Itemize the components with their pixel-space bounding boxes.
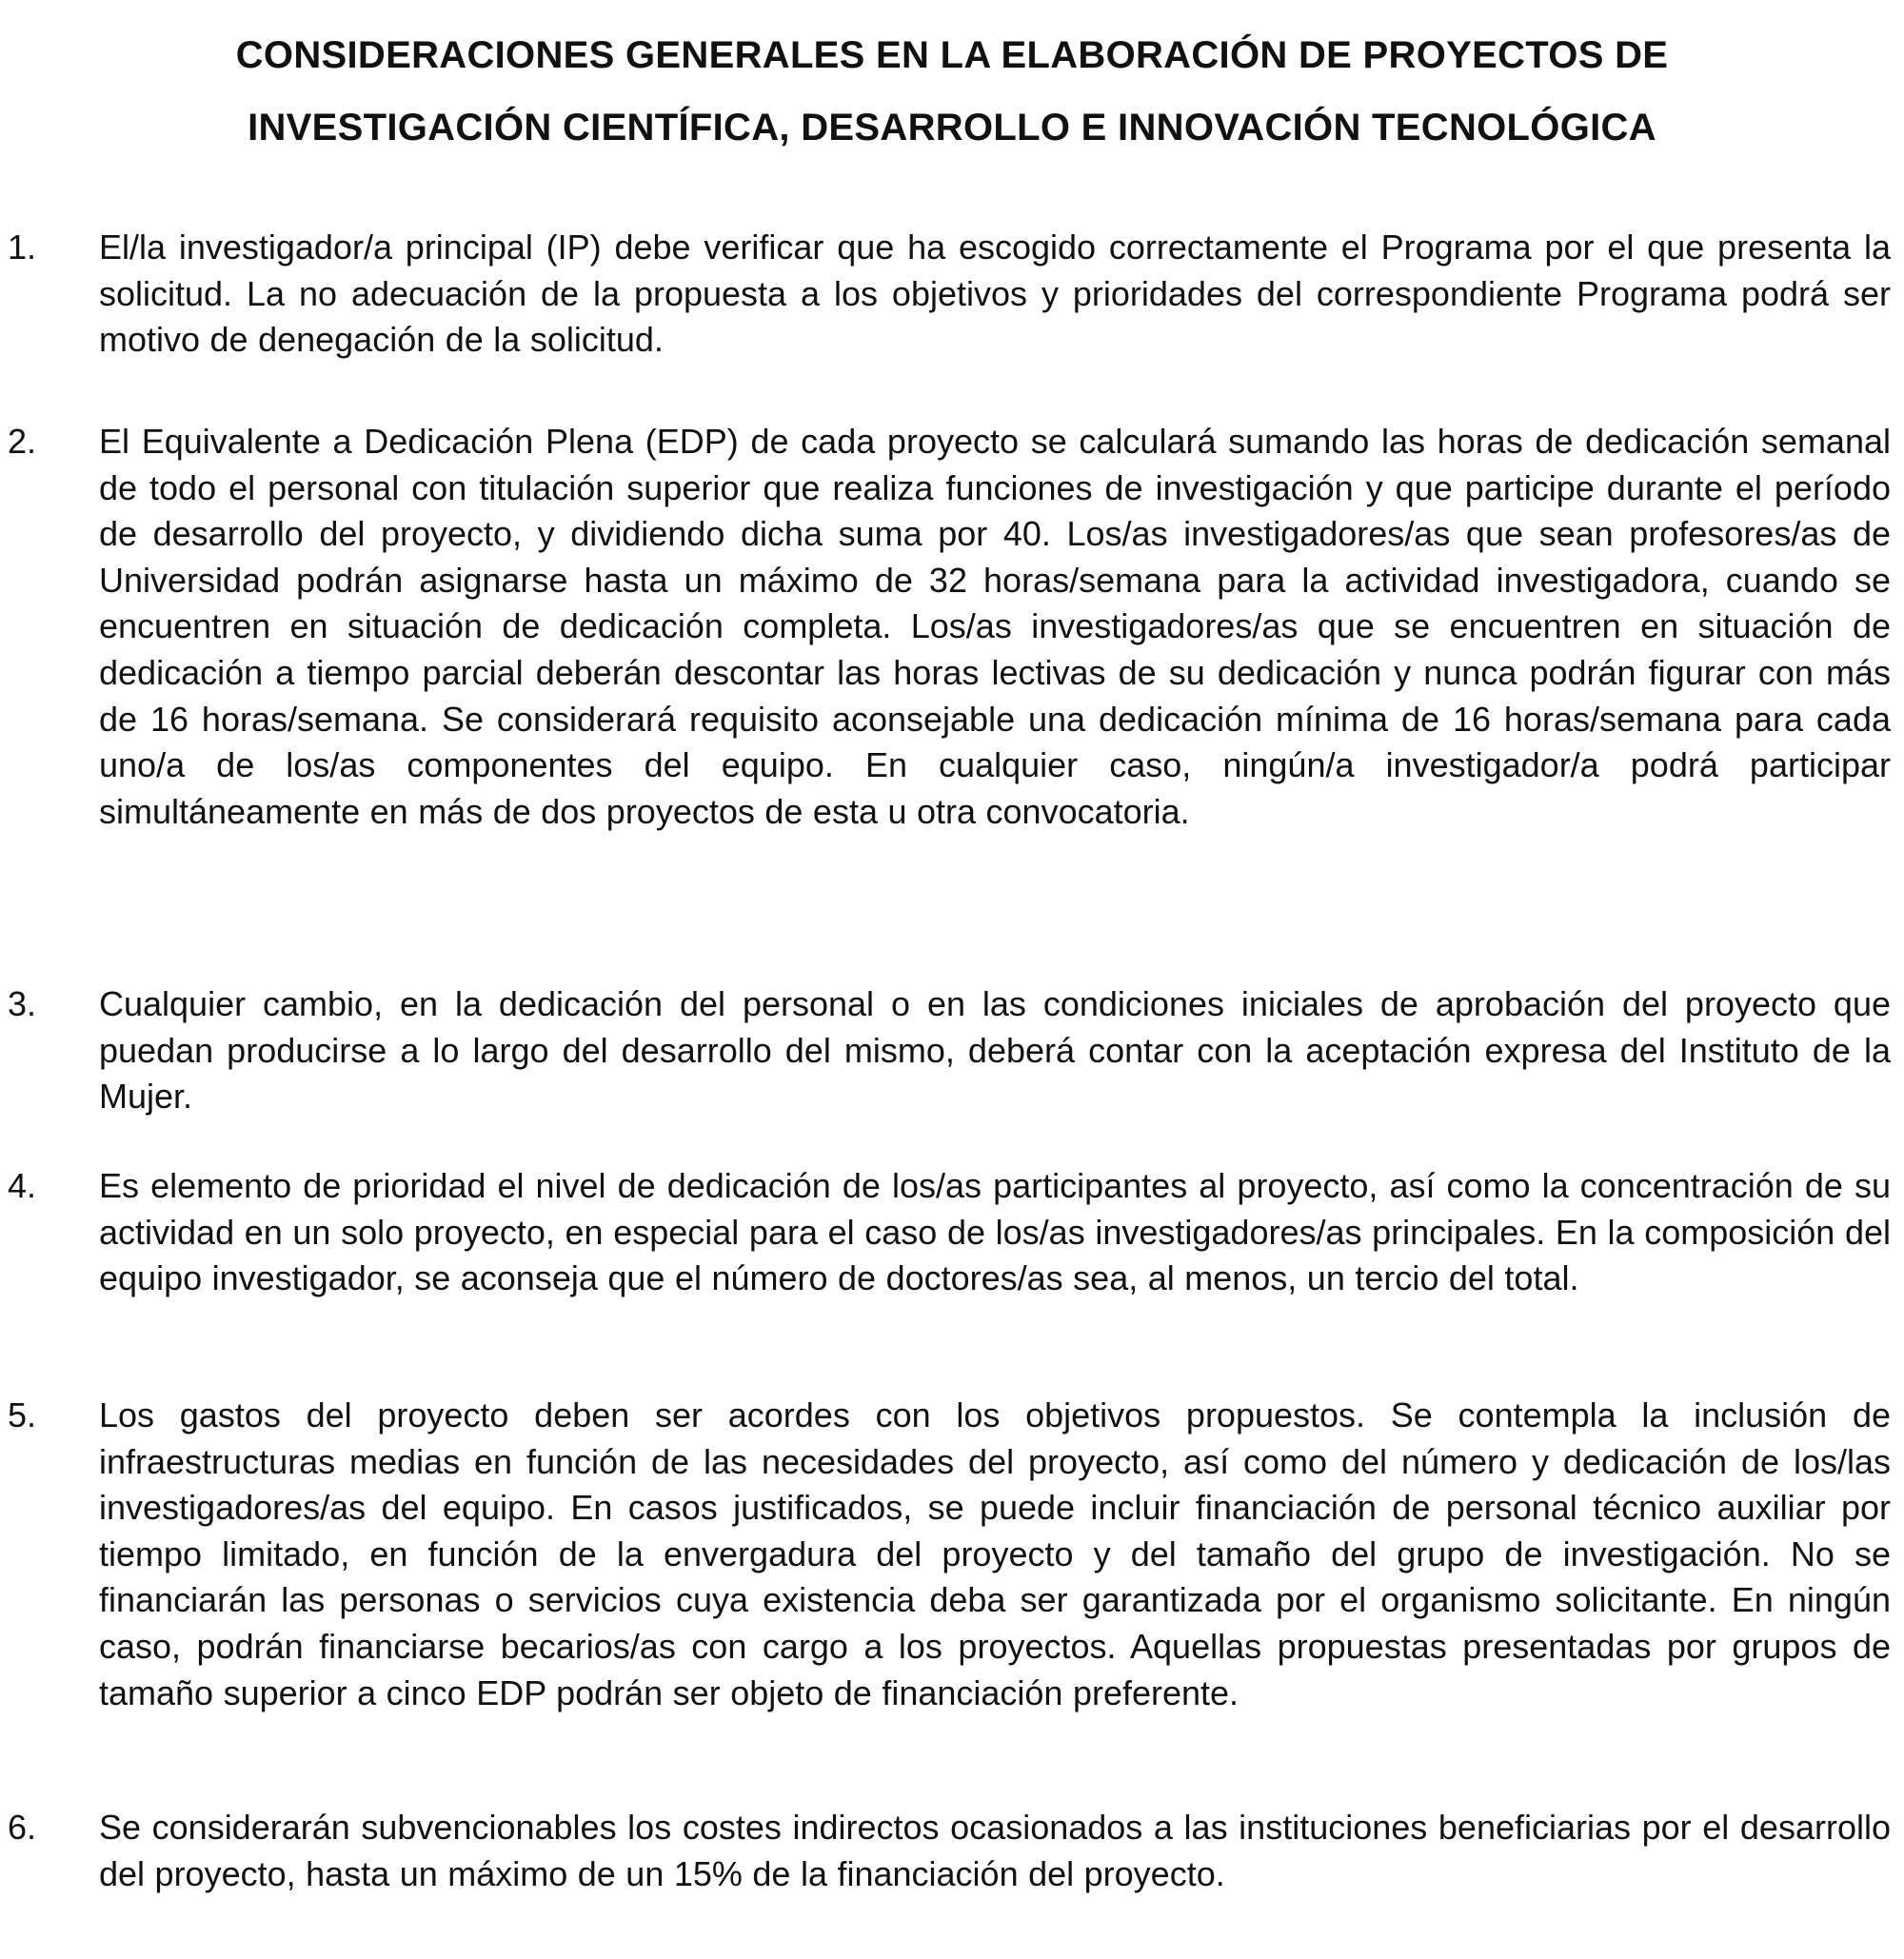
paragraph-number: 1.	[8, 228, 37, 267]
paragraph-text: El Equivalente a Dedicación Plena (EDP) de cada proyecto se calculará sumando las horas de dedicación semanal de todo el personal con titulación superior que realiza funciones de investigación y que participe durante el período de desarrollo del proyecto, y dividiendo dicha suma por 40. Los/as investigadores/as que sean profesores/as de Universidad podrán asignarse hasta un máximo de 32 horas/semana para la actividad investigadora, cuando se encuentren en situación de dedicación completa. Los/as investigadores/as que se encuentren en situación de dedicación a tiempo parcial deberán descontar las horas lectivas de su dedicación y nunca podrán figurar con más de 16 horas/semana. Se considerará requisito aconsejable una dedicación mínima de 16 horas/semana para cada uno/a de los/as componentes del equipo. En cualquier caso, ningún/a investigador/a podrá participar simultáneamente en más de dos proyectos de esta u otra convocatoria.	[99, 422, 1891, 831]
paragraph-number: 3.	[8, 984, 37, 1023]
paragraph-text: Se considerarán subvencionables los costes indirectos ocasionados a las instituciones beneficiarias por el desarrollo del proyecto, hasta un máximo de un 15% de la financiación del proyecto.	[99, 1808, 1891, 1893]
paragraph-number: 4.	[8, 1166, 37, 1205]
document-title-line-2: INVESTIGACIÓN CIENTÍFICA, DESARROLLO E INNOVACIÓN TECNOLÓGICA	[248, 107, 1656, 148]
paragraph-text: Los gastos del proyecto deben ser acordes con los objetivos propuestos. Se contempla la inclusión de infraestructuras medias en función de las necesidades del proyecto, así como del número y dedicación de los/las investigadores/as del equipo. En casos justificados, se puede incluir financiación de personal técnico auxiliar por tiempo limitado, en función de la envergadura del proyecto y del tamaño del grupo de investigación. No se financiarán las personas o servicios cuya existencia deba ser garantizada por el organismo solicitante. En ningún caso, podrán financiarse becarios/as con cargo a los proyectos. Aquellas propuestas presentadas por grupos de tamaño superior a cinco EDP podrán ser objeto de financiación preferente.	[99, 1395, 1891, 1712]
paragraph-text: Cualquier cambio, en la dedicación del personal o en las condiciones iniciales de aprobación del proyecto que puedan producirse a lo largo del desarrollo del mismo, deberá contar con la aceptación expresa del Instituto de la Mujer.	[99, 984, 1891, 1117]
paragraph-text: El/la investigador/a principal (IP) debe verificar que ha escogido correctamente el Programa por el que presenta la solicitud. La no adecuación de la propuesta a los objetivos y prioridades del correspondiente Programa podrá ser motivo de denegación de la solicitud.	[99, 228, 1891, 360]
paragraph-number: 5.	[8, 1395, 37, 1435]
paragraph-number: 6.	[8, 1808, 37, 1847]
paragraph-text: Es elemento de prioridad el nivel de dedicación de los/as participantes al proyecto, así como la concentración de su actividad en un solo proyecto, en especial para el caso de los/as investigadores/as principales. En la composición del equipo investigador, se aconseja que el número de doctores/as sea, al menos, un tercio del total.	[99, 1166, 1891, 1298]
paragraph-number: 2.	[8, 422, 37, 461]
document-title-line-1: CONSIDERACIONES GENERALES EN LA ELABORACIÓN DE PROYECTOS DE	[235, 34, 1669, 76]
